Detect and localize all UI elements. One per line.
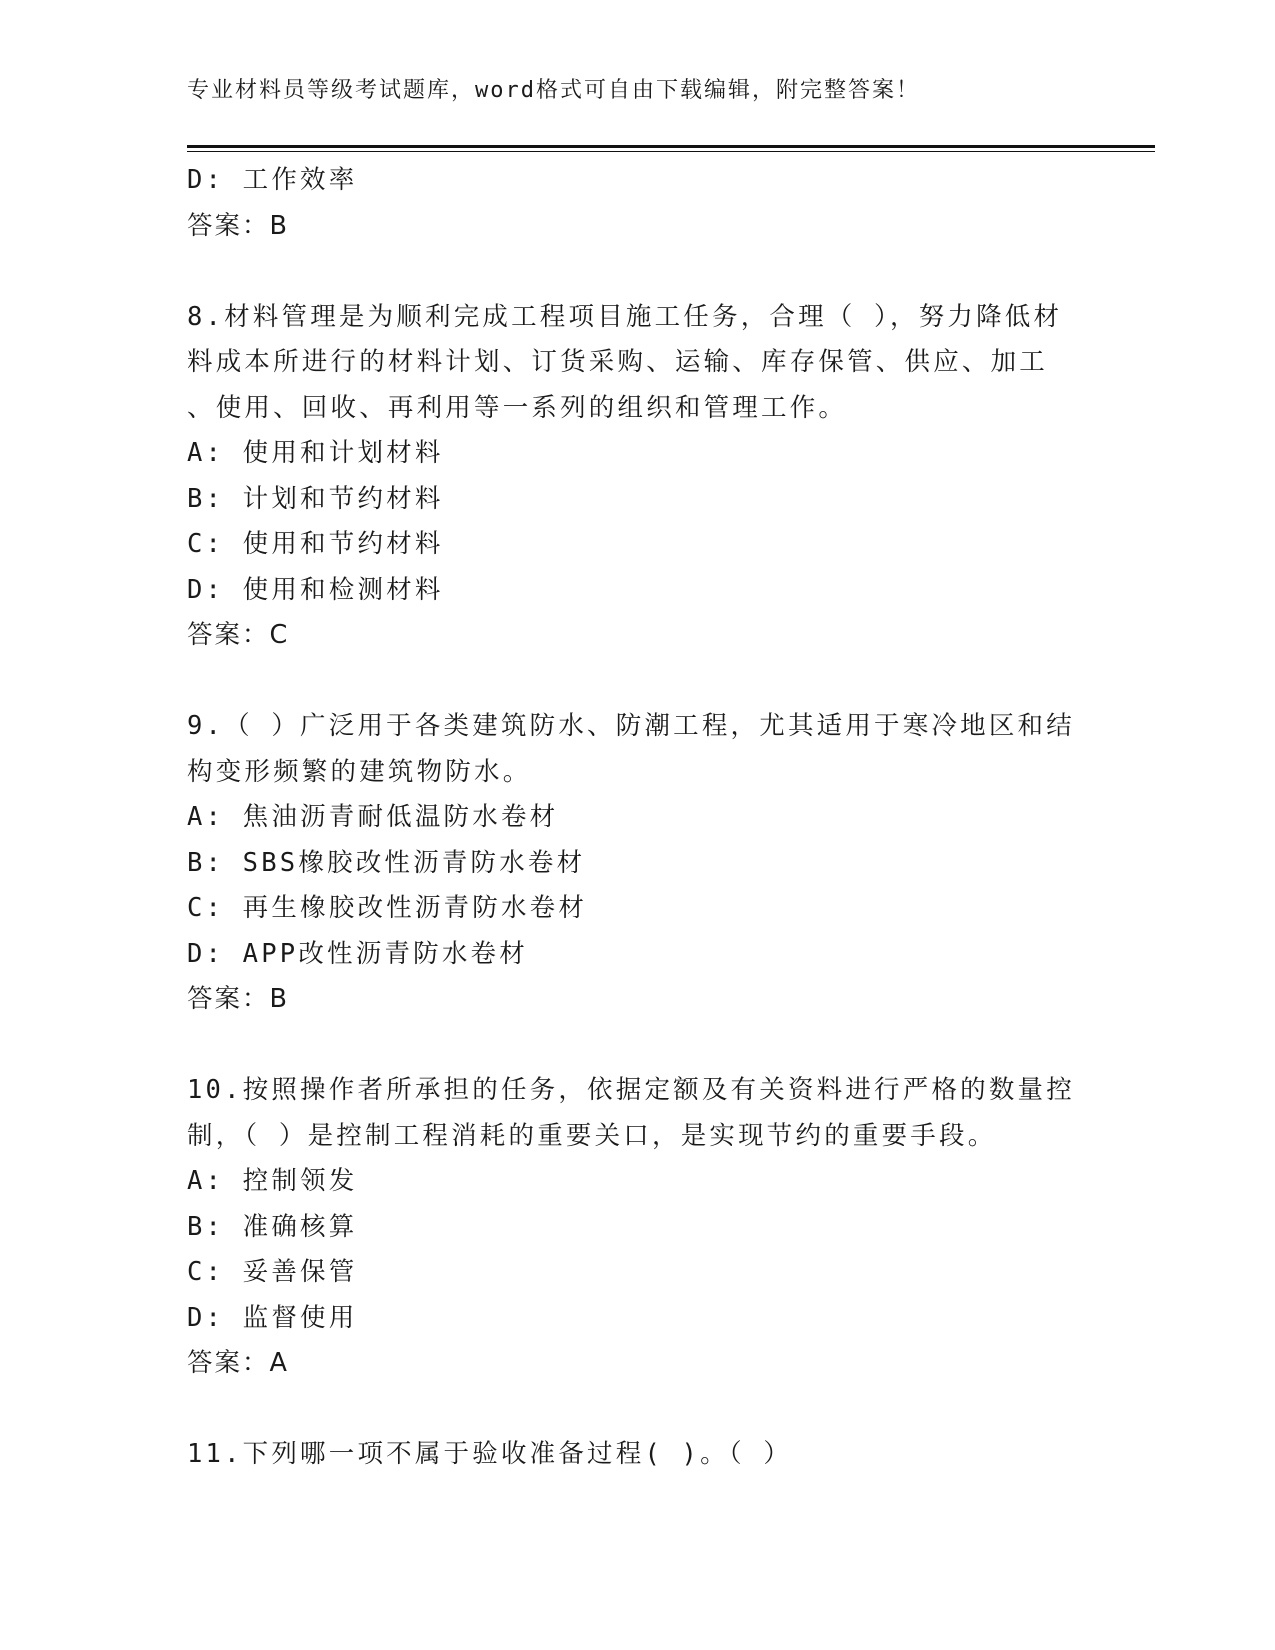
option-c: C: 再生橡胶改性沥青防水卷材: [187, 893, 588, 923]
question-text-line: 10.按照操作者所承担的任务，依据定额及有关资料进行严格的数量控: [187, 1075, 1075, 1105]
answer-line: 答案：A: [187, 1348, 289, 1378]
answer-line: 答案：B: [187, 984, 289, 1014]
page-header: 专业材料员等级考试题库，word格式可自由下载编辑，附完整答案！: [187, 78, 920, 103]
question-text-line: 8.材料管理是为顺利完成工程项目施工任务，合理（ ），努力降低材: [187, 301, 1063, 332]
option-a: A: 焦油沥青耐低温防水卷材: [187, 802, 559, 832]
question-text-line: 制，（ ）是控制工程消耗的重要关口，是实现节约的重要手段。: [187, 1120, 997, 1151]
option-d: D: 工作效率: [187, 165, 358, 195]
question-text-line: 构变形频繁的建筑物防水。: [187, 756, 532, 787]
question-text-line: 料成本所进行的材料计划、订货采购、运输、库存保管、供应、加工: [187, 347, 1049, 377]
answer-line: 答案：B: [187, 210, 289, 241]
question-text-line: 11.下列哪一项不属于验收准备过程( )。（ ）: [187, 1439, 793, 1469]
question-8: [187, 295, 1087, 659]
question-content: [187, 158, 1087, 1478]
question-9: [187, 704, 1087, 1023]
option-a: A: 控制领发: [187, 1166, 358, 1196]
option-b: B: 准确核算: [187, 1211, 358, 1242]
option-b: B: SBS橡胶改性沥青防水卷材: [187, 847, 586, 878]
question-11: [187, 1432, 1087, 1478]
header-rule-thick: [187, 145, 1155, 148]
option-c: C: 妥善保管: [187, 1257, 358, 1287]
option-d: D: 监督使用: [187, 1302, 358, 1333]
option-d: D: APP改性沥青防水卷材: [187, 938, 528, 969]
question-10: [187, 1068, 1087, 1387]
answer-line: 答案：C: [187, 620, 290, 650]
option-c: C: 使用和节约材料: [187, 529, 444, 559]
question-text-line: 、使用、回收、再利用等一系列的组织和管理工作。: [187, 392, 848, 423]
option-b: B: 计划和节约材料: [187, 483, 444, 514]
option-a: A: 使用和计划材料: [187, 438, 444, 468]
option-d: D: 使用和检测材料: [187, 574, 444, 605]
header-rule-thin: [187, 151, 1155, 152]
question-text-line: 9.（ ）广泛用于各类建筑防水、防潮工程，尤其适用于寒冷地区和结: [187, 711, 1075, 741]
